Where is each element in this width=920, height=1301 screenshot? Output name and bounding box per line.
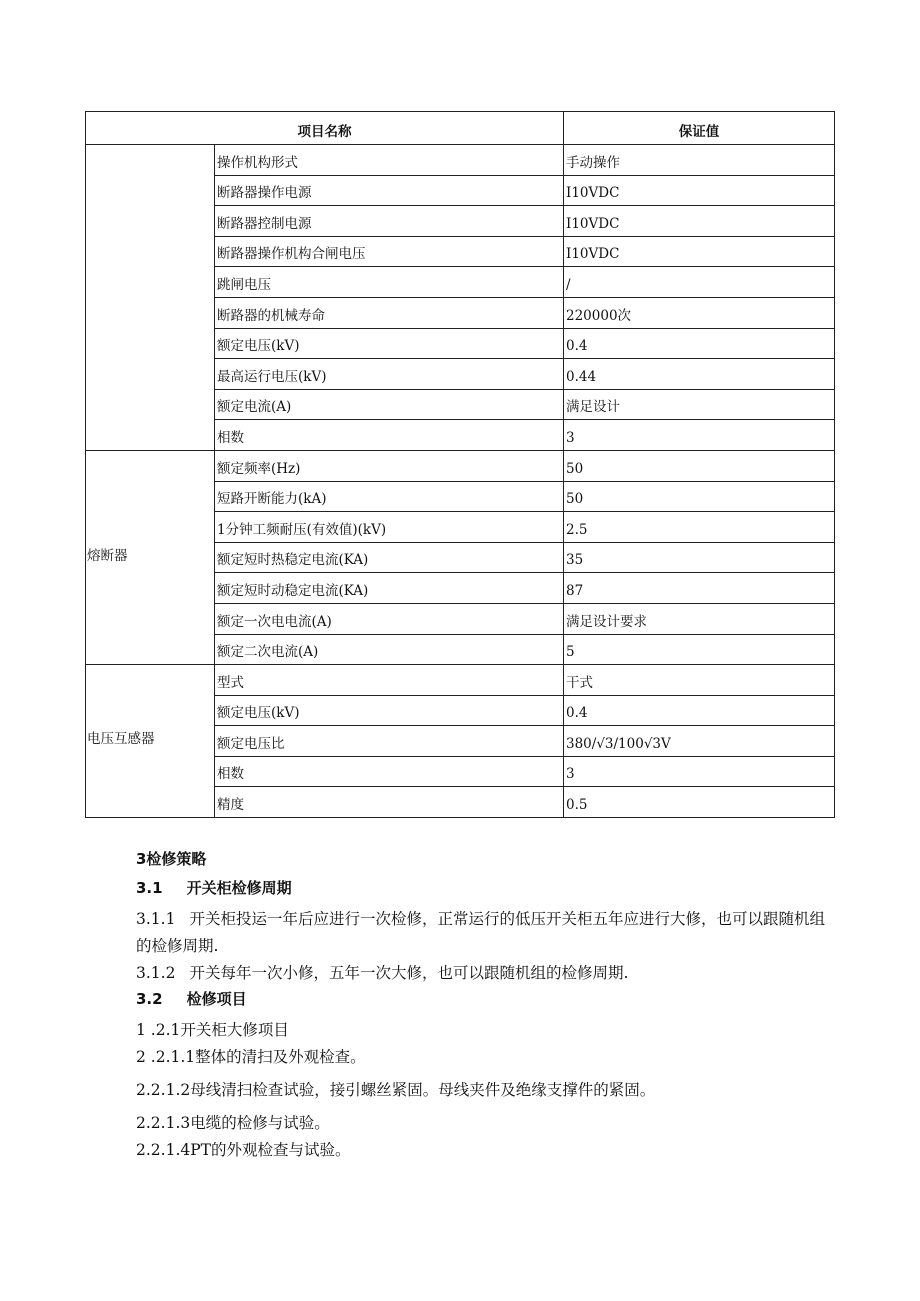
subsection-number: 3.2 <box>136 990 163 1008</box>
table-header-row <box>86 112 835 145</box>
row-value: 5 <box>564 634 835 665</box>
paragraph-number: 3.1.2 <box>136 964 176 982</box>
row-name: 额定频率(Hz) <box>215 450 564 481</box>
row-value: 50 <box>564 450 835 481</box>
table-row <box>86 145 835 176</box>
subsection-heading <box>136 987 836 1017</box>
row-name: 跳闸电压 <box>215 267 564 298</box>
row-value: 干式 <box>564 665 835 696</box>
row-name: 额定一次电电流(A) <box>215 603 564 634</box>
row-value: 手动操作 <box>564 145 835 176</box>
group-label-vt: 电压互感器 <box>86 665 215 818</box>
row-name: 最高运行电压(kV) <box>215 359 564 390</box>
subsection-number: 3.1 <box>136 879 163 897</box>
subsection-title: 检修项目 <box>186 990 247 1008</box>
list-item: 2.2.1.3电缆的检修与试验。 <box>136 1114 330 1132</box>
list-item: 2.2.1.4PT的外观检查与试验。 <box>136 1141 351 1159</box>
row-value: I10VDC <box>564 206 835 237</box>
section-heading: 3检修策略 <box>136 850 207 868</box>
row-name: 断路器的机械寿命 <box>215 297 564 328</box>
row-name: 断路器操作机构合闸电压 <box>215 236 564 267</box>
row-value: 0.5 <box>564 787 835 818</box>
row-value: 2.5 <box>564 512 835 543</box>
paragraph-text: 开关柜投运一年后应进行一次检修，正常运行的低压开关柜五年应进行大修，也可以跟随机组的检修周期. <box>136 910 825 955</box>
paragraph <box>136 960 836 987</box>
paragraph-text: 开关每年一次小修，五年一次大修，也可以跟随机组的检修周期. <box>189 964 629 982</box>
row-name: 相数 <box>215 756 564 787</box>
row-name: 相数 <box>215 420 564 451</box>
row-name: 断路器控制电源 <box>215 206 564 237</box>
list-item: 2.2.1.2母线清扫检查试验，接引螺丝紧固。母线夹件及绝缘支撑件的紧固。 <box>136 1081 656 1099</box>
row-name: 型式 <box>215 665 564 696</box>
subsection-heading <box>136 876 836 906</box>
header-name: 项目名称 <box>86 112 564 145</box>
row-value: 87 <box>564 573 835 604</box>
row-value: 220000次 <box>564 297 835 328</box>
row-value: 50 <box>564 481 835 512</box>
row-value: 满足设计要求 <box>564 603 835 634</box>
row-value: 0.4 <box>564 328 835 359</box>
row-name: 短路开断能力(kA) <box>215 481 564 512</box>
row-value: 3 <box>564 756 835 787</box>
paragraph-number: 3.1.1 <box>136 910 176 928</box>
maintenance-section <box>136 848 836 1164</box>
table-row <box>86 665 835 696</box>
row-value: / <box>564 267 835 298</box>
spec-table <box>85 111 835 818</box>
row-value: 380/√3/100√3V <box>564 726 835 757</box>
row-name: 断路器操作电源 <box>215 175 564 206</box>
row-value: I10VDC <box>564 236 835 267</box>
row-name: 额定短时动稳定电流(KA) <box>215 573 564 604</box>
row-name: 1分钟工频耐压(有效值)(kV) <box>215 512 564 543</box>
row-name: 额定二次电流(A) <box>215 634 564 665</box>
row-name: 额定电压比 <box>215 726 564 757</box>
row-name: 额定电压(kV) <box>215 328 564 359</box>
list-item: 1 .2.1开关柜大修项目 <box>136 1021 289 1039</box>
header-value: 保证值 <box>564 112 835 145</box>
paragraph <box>136 906 836 960</box>
row-name: 额定电流(A) <box>215 389 564 420</box>
table-row <box>86 450 835 481</box>
row-value: 35 <box>564 542 835 573</box>
row-name: 精度 <box>215 787 564 818</box>
row-value: 0.4 <box>564 695 835 726</box>
list-item: 2 .2.1.1整体的清扫及外观检查。 <box>136 1048 366 1066</box>
subsection-title: 开关柜检修周期 <box>186 879 292 897</box>
row-name: 操作机构形式 <box>215 145 564 176</box>
group-label <box>86 145 215 451</box>
row-name: 额定短时热稳定电流(KA) <box>215 542 564 573</box>
row-value: 0.44 <box>564 359 835 390</box>
row-value: I10VDC <box>564 175 835 206</box>
row-value: 满足设计 <box>564 389 835 420</box>
row-name: 额定电压(kV) <box>215 695 564 726</box>
group-label-fuse: 熔断器 <box>86 450 215 664</box>
row-value: 3 <box>564 420 835 451</box>
